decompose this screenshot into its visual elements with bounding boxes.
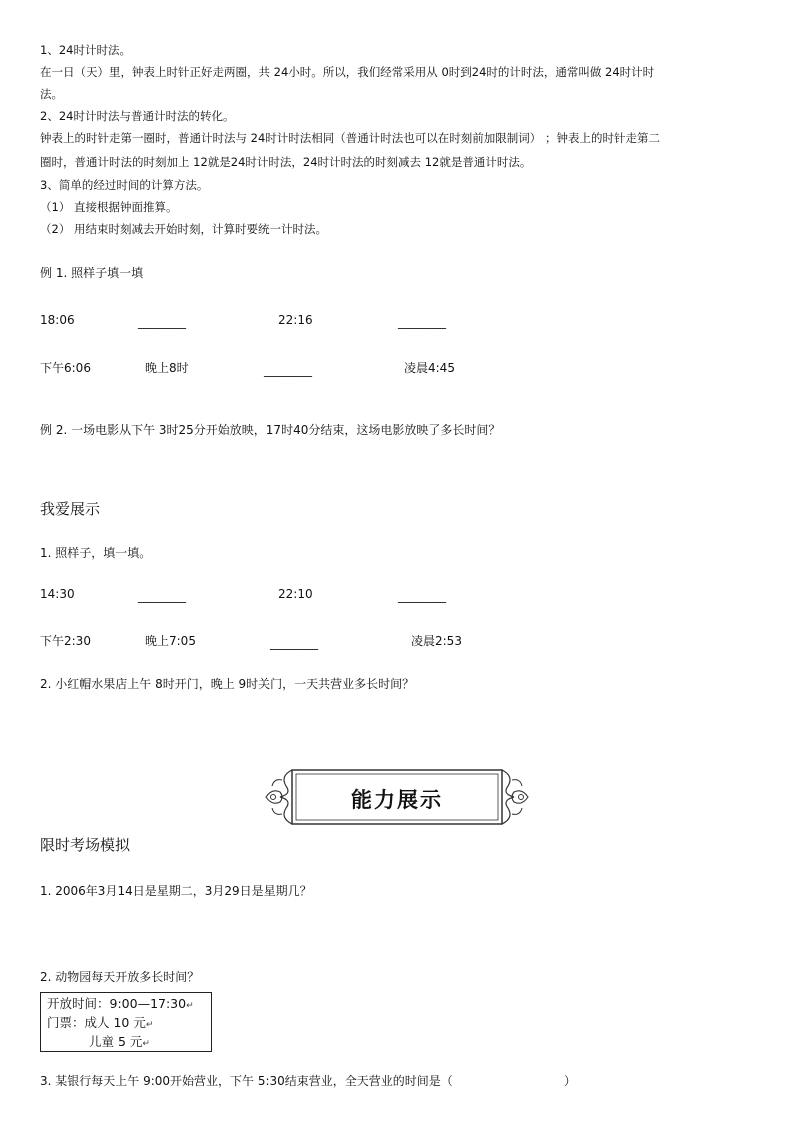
example-1-cell: 18:06 <box>40 313 75 327</box>
show-cell: 22:10 <box>278 587 313 601</box>
example-2-question: 例 2. 一场电影从下午 3时25分开始放映，17时40分结束，这场电影放映了多长时间？ <box>40 423 501 437</box>
example-1-cell: 晚上8时 <box>145 361 189 375</box>
show-cell: 下午2:30 <box>40 634 91 648</box>
banner-title: 能力展示 <box>351 787 443 812</box>
exam-question-1: 1. 2006年3月14日是星期二，3月29日是星期几？ <box>40 884 312 898</box>
knowledge-line-1: 1、24时计时法。 <box>40 43 131 57</box>
zoo-adult-ticket-line: 门票：成人 10 元↵ <box>47 1015 154 1030</box>
knowledge-line-3: 法。 <box>40 87 63 101</box>
show-question-1: 1. 照样子，填一填。 <box>40 546 152 560</box>
show-cell: 凌晨2:53 <box>411 634 462 648</box>
exam-question-3: 3. 某银行每天上午 9:00开始营业，下午 5:30结束营业，全天营业的时间是（ <box>40 1074 453 1088</box>
knowledge-line-5: 钟表上的时针走第一圈时，普通计时法与 24时计时法相同（普通计时法也可以在时刻前加限制词） ；钟表上的时针走第二 <box>40 131 660 145</box>
show-heading: 我爱展示 <box>40 500 101 518</box>
example-1-blank[interactable]: ________ <box>138 315 186 329</box>
exam-heading: 限时考场模拟 <box>40 836 131 854</box>
return-mark-icon: ↵ <box>186 1001 194 1011</box>
zoo-child-ticket-line: 儿童 5 元↵ <box>89 1034 150 1049</box>
show-blank[interactable]: ________ <box>138 589 186 603</box>
knowledge-line-9: （2） 用结束时刻减去开始时刻，计算时要统一计时法。 <box>40 222 327 236</box>
ability-banner <box>262 766 532 828</box>
exam-question-3-answer-close[interactable]: ） <box>564 1074 577 1088</box>
zoo-hours-line: 开放时间：9:00—17:30↵ <box>47 996 194 1011</box>
return-mark-icon: ↵ <box>145 1020 154 1030</box>
show-cell: 14:30 <box>40 587 75 601</box>
example-1-cell: 下午6:06 <box>40 361 91 375</box>
example-1-blank[interactable]: ________ <box>398 315 446 329</box>
show-question-2: 2. 小红帽水果店上午 8时开门，晚上 9时关门，一天共营业多长时间？ <box>40 677 415 691</box>
example-1-cell: 22:16 <box>278 313 313 327</box>
show-cell: 晚上7:05 <box>145 634 196 648</box>
show-blank[interactable]: ________ <box>270 636 318 650</box>
knowledge-line-4: 2、24时计时法与普通计时法的转化。 <box>40 109 235 123</box>
show-blank[interactable]: ________ <box>398 589 446 603</box>
knowledge-line-8: （1） 直接根据钟面推算。 <box>40 200 178 214</box>
knowledge-line-7: 3、简单的经过时间的计算方法。 <box>40 178 209 192</box>
knowledge-line-6: 圈时，普通计时法的时刻加上 12就是24时计时法，24时计时法的时刻减去 12就是普通计时法。 <box>40 155 532 169</box>
example-1-cell: 凌晨4:45 <box>404 361 455 375</box>
zoo-info-box <box>40 992 212 1052</box>
return-mark-icon: ↵ <box>142 1039 150 1049</box>
example-1-blank[interactable]: ________ <box>264 363 312 377</box>
knowledge-line-2: 在一日（天）里，钟表上时针正好走两圈，共 24小时。所以，我们经常采用从 0时到24时的计时法，通常叫做 24时计时 <box>40 65 655 79</box>
exam-question-2: 2. 动物园每天开放多长时间？ <box>40 970 200 984</box>
example-1-title: 例 1. 照样子填一填 <box>40 266 144 280</box>
